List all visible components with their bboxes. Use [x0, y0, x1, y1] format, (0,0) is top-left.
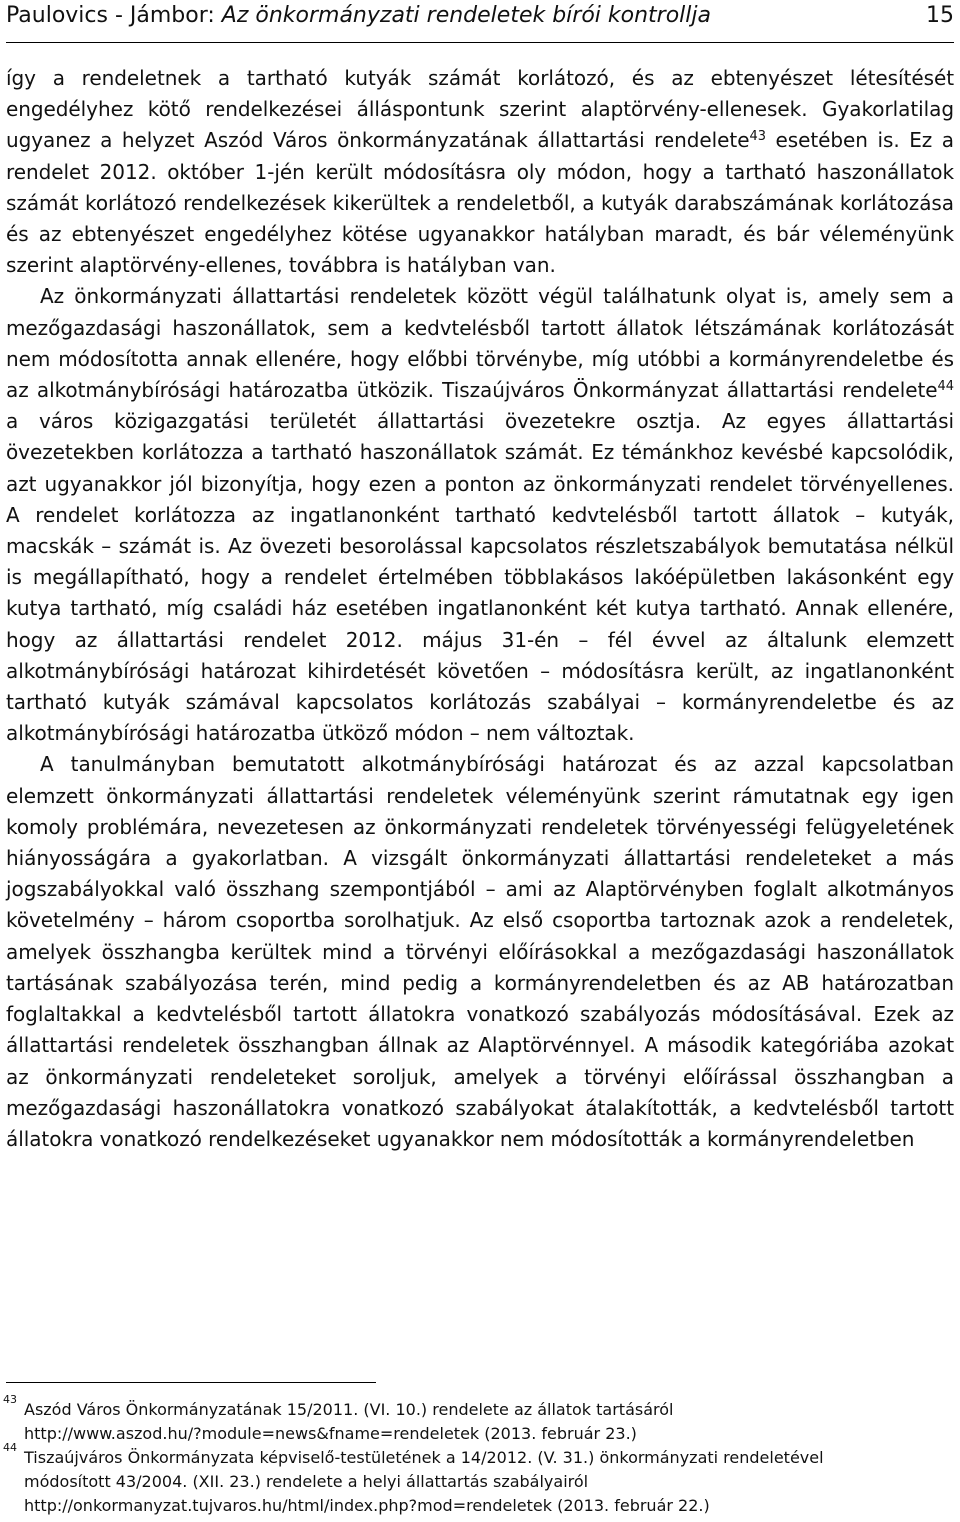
paragraph-text: a város közigazgatási területét állattartási övezetekre osztja. Az egyes állattartási övezetekben korlátozza a tartható haszonállatok számát. Ez témánkhoz kevésbé kapcsolódik, azt ugyanakkor jól bizonyítja, hogy ezen a ponton az önkormányzati rendelet törvényellenes. A rendelet korlátozza az ingatlanonként tartható kedvtelésből tartott állatok – kutyák, macskák – számát is. Az övezeti besorolással kapcsolatos részletszabályok bemutatása nélkül is megállapítható, hogy a rendelet értelmében többlakásos lakóépületben lakásonként egy kutya tartható, míg családi ház esetében ingatlanonként két kutya tartható. Annak ellenére, hogy az állattartási rendelet 2012. május 31-én – fél évvel az általunk elemzett alkotmánybírósági határozat kihirdetését követően – módosításra került, az ingatlanonként tartható kutyák számával kapcsolatos korlátozás szabályai – kormányrendeletbe és az alkotmánybírósági határozatba ütköző módon – nem változtak.: [6, 409, 954, 746]
footnote-separator: [6, 1382, 376, 1383]
paragraph-text: esetében is. Ez a rendelet 2012. október 1-jén került módosításra oly módon, hogy a tartható haszonállatok számát korlátozó rendelkezések kikerültek a rendeletből, a kutyák darabszámának korlátozása és az ebtenyészet engedélyhez kötése ugyanakkor hatályban maradt, és bár véleményünk szerint alaptörvény-ellenes, továbbra is hatályban van.: [6, 128, 954, 278]
footnote-reference[interactable]: 43: [749, 129, 766, 145]
footnote-line: módosított 43/2004. (XII. 23.) rendelete a helyi állattartás szabályairól: [24, 1472, 589, 1491]
footnote-line: Tiszaújváros Önkormányzata képviselő-testületének a 14/2012. (V. 31.) önkormányzati rendeletével: [24, 1448, 824, 1467]
body-paragraph: [6, 63, 954, 281]
header-paper-title: Az önkormányzati rendeletek bírói kontrollja: [221, 3, 712, 28]
footnote: [3, 1393, 954, 1446]
footnote-number: 44: [3, 1441, 17, 1454]
footnote-line: Aszód Város Önkormányzatának 15/2011. (VI. 10.) rendelete az állatok tartásáról: [24, 1400, 674, 1419]
paragraph-text: Az önkormányzati állattartási rendeletek között végül találhatunk olyat is, amely sem a mezőgazdasági haszonállatok, sem a kedvtelésből tartott állatok létszámának korlátozását nem módosította annak ellenére, hogy előbbi törvénybe, míg utóbbi a kormányrendeletbe és az alkotmánybírósági határozatba ütközik. Tiszaújváros Önkormányzat állattartási rendelete: [6, 284, 954, 403]
footnote-line[interactable]: http://onkormanyzat.tujvaros.hu/html/index.php?mod=rendeletek (2013. február 22.): [24, 1496, 710, 1515]
header-author: Paulovics - Jámbor:: [6, 3, 222, 28]
footnote-number: 43: [3, 1393, 17, 1406]
page-number: 15: [926, 3, 954, 28]
paragraph-text: A tanulmányban bemutatott alkotmánybírósági határozat és az azzal kapcsolatban elemzett önkormányzati állattartási rendeletek véleményünk szerint rámutatnak egy igen komoly problémára, nevezetesen az önkormányzati rendeletek törvényességi felügyeletének hiányosságára a gyakorlatban. A vizsgált önkormányzati állattartási rendeleteket a más jogszabályokkal való összhang szempontjából – ami az Alaptörvényben foglalt alkotmányos követelmény – három csoportba sorolhatjuk. Az első csoportba tartoznak azok a rendeletek, amelyek összhangba kerültek mind a törvényi előírásokkal a mezőgazdasági haszonállatok tartásának szabályozása terén, mind pedig a kormányrendeletben és az AB határozatban foglaltakkal a kedvtelésből tartott állatokra vonatkozó szabályozás módosításával. Ezek az állattartási rendeletek összhangban állnak az Alaptörvénnyel. A második kategóriába azokat az önkormányzati rendeleteket soroljuk, amelyek a törvényi előírással összhangban a mezőgazdasági haszonállatokra vonatkozó szabályokat átalakították, a kedvtelésből tartott állatokra vonatkozó rendelkezéseket ugyanakkor nem módosították a kormányrendeletben: [6, 752, 954, 1151]
running-header: [6, 0, 954, 43]
footnote-line[interactable]: http://www.aszod.hu/?module=news&fname=rendeletek (2013. február 23.): [24, 1424, 637, 1443]
body-paragraph: [6, 281, 954, 749]
footnote-reference[interactable]: 44: [937, 379, 954, 395]
paragraph-text: így a rendeletnek a tartható kutyák számát korlátozó, és az ebtenyészet létesítését engedélyhez kötő rendelkezései álláspontunk szerint alaptörvény-ellenesek. Gyakorlatilag ugyanez a helyzet Aszód Város önkormányzatának állattartási rendelete: [6, 66, 954, 153]
footnotes: [3, 1393, 954, 1518]
footnote: [3, 1441, 954, 1518]
header-title: [6, 0, 711, 32]
main-text: [6, 63, 954, 1155]
body-paragraph: [6, 749, 954, 1155]
